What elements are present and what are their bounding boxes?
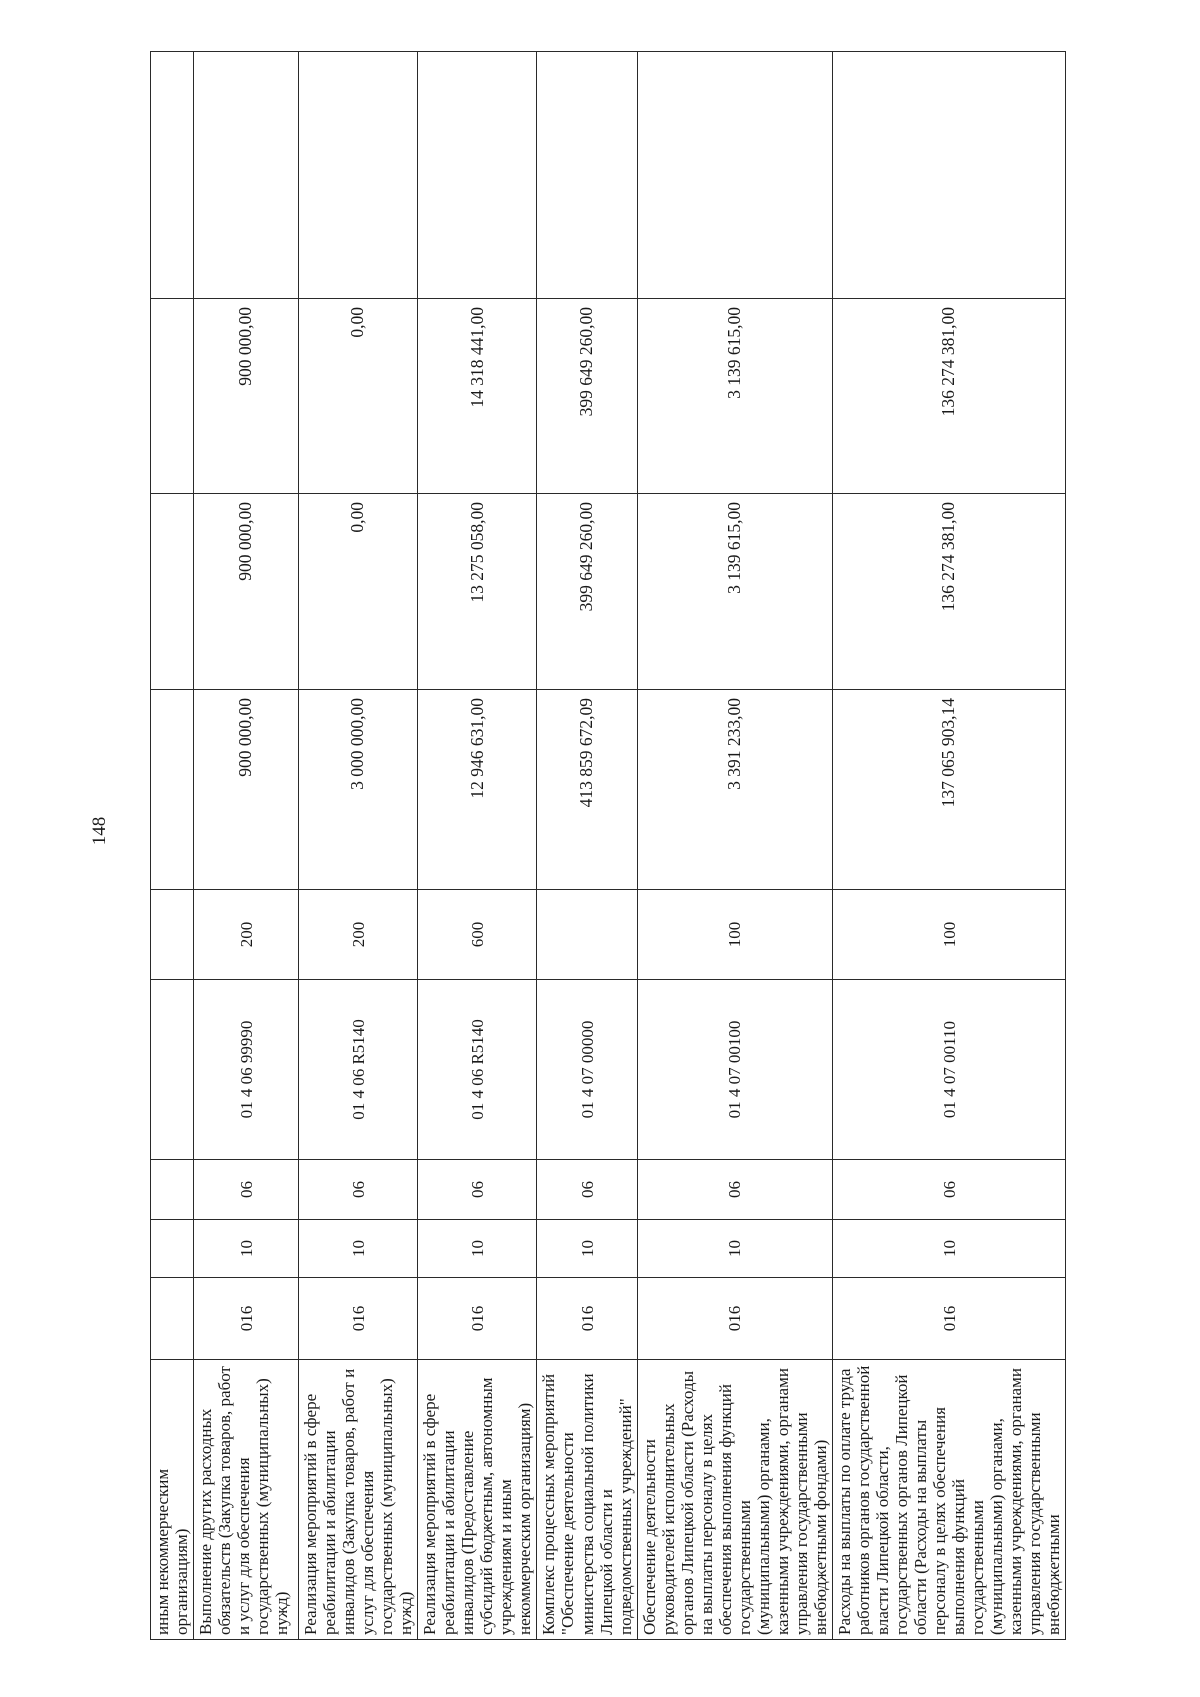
subsection-code: 06 [537,1160,637,1220]
subsection-code: 06 [194,1160,299,1220]
amount-3: 0,00 [299,299,418,494]
empty-cell [832,52,1065,299]
expense-type-code [537,890,637,980]
table-row [637,52,832,1640]
amount-3: 14 318 441,00 [418,299,537,494]
amount-1: 12 946 631,00 [418,690,537,890]
ministry-code: 016 [299,1278,418,1360]
amount-3: 399 649 260,00 [537,299,637,494]
subsection-code: 06 [832,1160,1065,1220]
subsection-code: 06 [418,1160,537,1220]
amount-2 [151,494,194,690]
section-code [151,1220,194,1278]
amount-2: 900 000,00 [194,494,299,690]
row-name: Расходы на выплаты по оплате труда работников органов государственной власти Липецкой области, государственных органов Липецкой области (Расходы на выплаты персоналу в целях обеспечения выполнения функций государственными (муниципальными) органами, казенными учреждениями, органами управления государственными внебюджетными [832,1360,1065,1640]
subsection-code [151,1160,194,1220]
target-article-code: 01 4 06 R5140 [299,980,418,1160]
budget-table [150,51,1066,1640]
empty-cell [637,52,832,299]
expense-type-code: 600 [418,890,537,980]
row-name: Комплекс процессных мероприятий "Обеспечение деятельности министерства социальной политики Липецкой области и подведомственных учреждений" [537,1360,637,1640]
amount-2: 136 274 381,00 [832,494,1065,690]
row-name: иным некоммерческим организациям) [151,1360,194,1640]
section-code: 10 [637,1220,832,1278]
expense-type-code: 100 [832,890,1065,980]
table-row [151,52,194,1640]
ministry-code: 016 [418,1278,537,1360]
amount-3: 900 000,00 [194,299,299,494]
target-article-code: 01 4 06 99990 [194,980,299,1160]
amount-1: 413 859 672,09 [537,690,637,890]
subsection-code: 06 [637,1160,832,1220]
amount-1: 900 000,00 [194,690,299,890]
ministry-code: 016 [194,1278,299,1360]
amount-1: 3 391 233,00 [637,690,832,890]
expense-type-code: 200 [194,890,299,980]
expense-type-code: 100 [637,890,832,980]
amount-2: 399 649 260,00 [537,494,637,690]
amount-3: 136 274 381,00 [832,299,1065,494]
amount-3: 3 139 615,00 [637,299,832,494]
section-code: 10 [537,1220,637,1278]
row-name: Обеспечение деятельности руководителей исполнительных органов Липецкой области (Расходы на выплаты персоналу в целях обеспечения выполнения функций государственными (муниципальными) органами, казенными учреждениями, органами управления государственными внебюджетными фондами) [637,1360,832,1640]
section-code: 10 [194,1220,299,1278]
budget-table-rotated [150,52,1094,1640]
target-article-code: 01 4 07 00110 [832,980,1065,1160]
table-row [537,52,637,1640]
section-code: 10 [418,1220,537,1278]
amount-1: 3 000 000,00 [299,690,418,890]
empty-cell [537,52,637,299]
table-row [194,52,299,1640]
ministry-code: 016 [832,1278,1065,1360]
amount-2: 13 275 058,00 [418,494,537,690]
empty-cell [194,52,299,299]
ministry-code [151,1278,194,1360]
ministry-code: 016 [637,1278,832,1360]
row-name: Выполнение других расходных обязательств (Закупка товаров, работ и услуг для обеспечения государственных (муниципальных) нужд) [194,1360,299,1640]
empty-cell [418,52,537,299]
ministry-code: 016 [537,1278,637,1360]
row-name: Реализация мероприятий в сфере реабилитации и абилитации инвалидов (Предоставление субсидий бюджетным, автономным учреждениям и иным некоммерческим организациям) [418,1360,537,1640]
expense-type-code [151,890,194,980]
table-row [418,52,537,1640]
target-article-code [151,980,194,1160]
expense-type-code: 200 [299,890,418,980]
section-code: 10 [832,1220,1065,1278]
row-name: Реализация мероприятий в сфере реабилитации и абилитации инвалидов (Закупка товаров, работ и услуг для обеспечения государственных (муниципальных) нужд) [299,1360,418,1640]
amount-3 [151,299,194,494]
target-article-code: 01 4 06 R5140 [418,980,537,1160]
empty-cell [151,52,194,299]
amount-1: 137 065 903,14 [832,690,1065,890]
subsection-code: 06 [299,1160,418,1220]
empty-cell [299,52,418,299]
amount-2: 0,00 [299,494,418,690]
amount-2: 3 139 615,00 [637,494,832,690]
table-row [299,52,418,1640]
amount-1 [151,690,194,890]
page-number: 148 [89,816,110,846]
target-article-code: 01 4 07 00100 [637,980,832,1160]
target-article-code: 01 4 07 00000 [537,980,637,1160]
section-code: 10 [299,1220,418,1278]
table-row [832,52,1065,1640]
